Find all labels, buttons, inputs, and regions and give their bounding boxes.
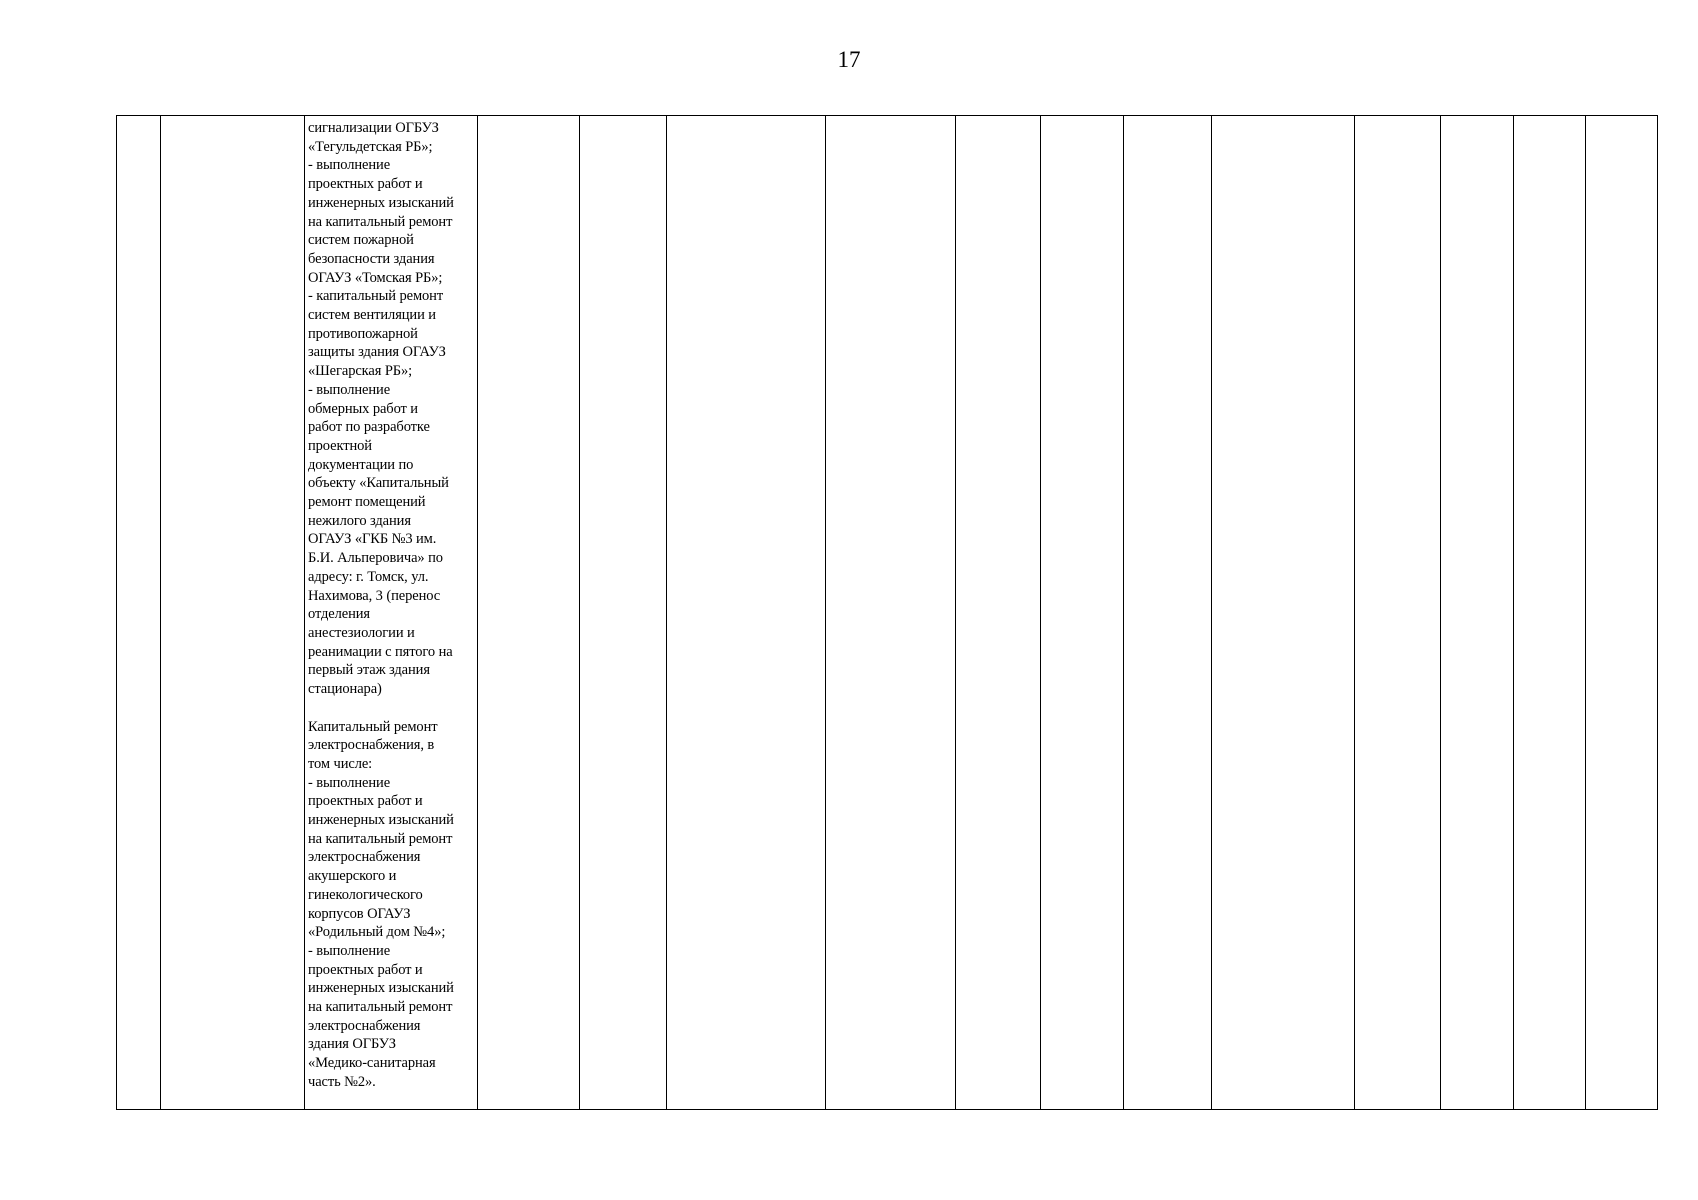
description-line: Капитальный ремонт xyxy=(308,718,438,735)
description-line: проектной xyxy=(308,437,372,454)
description-line: корпусов ОГАУЗ xyxy=(308,905,411,922)
description-line: реанимации с пятого на xyxy=(308,643,453,660)
description-line: - капитальный ремонт xyxy=(308,288,444,305)
description-line: работ по разработке xyxy=(308,419,430,436)
description-line: обмерных работ и xyxy=(308,400,418,417)
description-line: «Шегарская РБ»; xyxy=(308,363,413,380)
description-line: на капитальный ремонт xyxy=(308,213,453,230)
description-line: противопожарной xyxy=(308,325,418,342)
description-text xyxy=(305,116,477,1092)
description-line: систем пожарной xyxy=(308,232,414,249)
description-line: на капитальный ремонт xyxy=(308,830,453,847)
description-line: стационара) xyxy=(308,681,382,698)
description-line: электроснабжения xyxy=(308,849,421,866)
description-line: гинекологического xyxy=(308,886,423,903)
description-line: инженерных изысканий xyxy=(308,980,454,997)
description-line: электроснабжения xyxy=(308,1017,421,1034)
description-line: ОГАУЗ «Томская РБ»; xyxy=(308,269,443,286)
description-line: «Медико-санитарная xyxy=(308,1055,436,1072)
table-cell xyxy=(1441,116,1514,1110)
description-line: проектных работ и xyxy=(308,961,423,978)
table-cell xyxy=(667,116,826,1110)
document-table xyxy=(116,115,1658,1110)
table-cell xyxy=(1212,116,1355,1110)
description-line: - выполнение xyxy=(308,157,391,174)
table-cell xyxy=(580,116,667,1110)
table-cell xyxy=(1041,116,1124,1110)
table-cell xyxy=(1124,116,1212,1110)
description-line: ремонт помещений xyxy=(308,494,426,511)
description-line: «Тегульдетская РБ»; xyxy=(308,138,433,155)
cell-description xyxy=(305,116,478,1110)
description-line: нежилого здания xyxy=(308,512,411,529)
table-row xyxy=(117,116,1658,1110)
description-line: - выполнение xyxy=(308,942,391,959)
description-line: отделения xyxy=(308,606,370,623)
description-line: Нахимова, 3 (перенос xyxy=(308,587,441,604)
description-line: часть №2». xyxy=(308,1073,376,1090)
cell-name xyxy=(161,116,305,1110)
description-line: систем вентиляции и xyxy=(308,307,436,324)
description-line: - выполнение xyxy=(308,774,391,791)
description-line: проектных работ и xyxy=(308,176,423,193)
description-line: безопасности здания xyxy=(308,250,435,267)
page-number: 17 xyxy=(837,47,861,72)
description-line: инженерных изысканий xyxy=(308,812,454,829)
table-cell xyxy=(1586,116,1658,1110)
description-line: том числе: xyxy=(308,755,373,772)
description-line: «Родильный дом №4»; xyxy=(308,924,446,941)
description-line xyxy=(308,699,476,718)
description-line: ОГАУЗ «ГКБ №3 им. xyxy=(308,531,437,548)
description-line: анестезиологии и xyxy=(308,624,415,641)
description-line: на капитальный ремонт xyxy=(308,999,453,1016)
description-line: электроснабжения, в xyxy=(308,737,435,754)
table-cell xyxy=(478,116,580,1110)
description-line: защиты здания ОГАУЗ xyxy=(308,344,446,361)
table-cell xyxy=(1514,116,1586,1110)
cell-number xyxy=(117,116,161,1110)
table-cell xyxy=(826,116,956,1110)
table-cell xyxy=(956,116,1041,1110)
description-line: здания ОГБУЗ xyxy=(308,1036,396,1053)
description-line: сигнализации ОГБУЗ xyxy=(308,120,439,136)
description-line: акушерского и xyxy=(308,868,397,885)
description-line: адресу: г. Томск, ул. xyxy=(308,568,429,585)
description-line: документации по xyxy=(308,456,414,473)
description-line: объекту «Капитальный xyxy=(308,475,449,492)
description-line: инженерных изысканий xyxy=(308,194,454,211)
description-line: - выполнение xyxy=(308,381,391,398)
description-line: первый этаж здания xyxy=(308,662,430,679)
description-line: проектных работ и xyxy=(308,793,423,810)
description-line: Б.И. Альперовича» по xyxy=(308,550,443,567)
table-cell xyxy=(1355,116,1441,1110)
